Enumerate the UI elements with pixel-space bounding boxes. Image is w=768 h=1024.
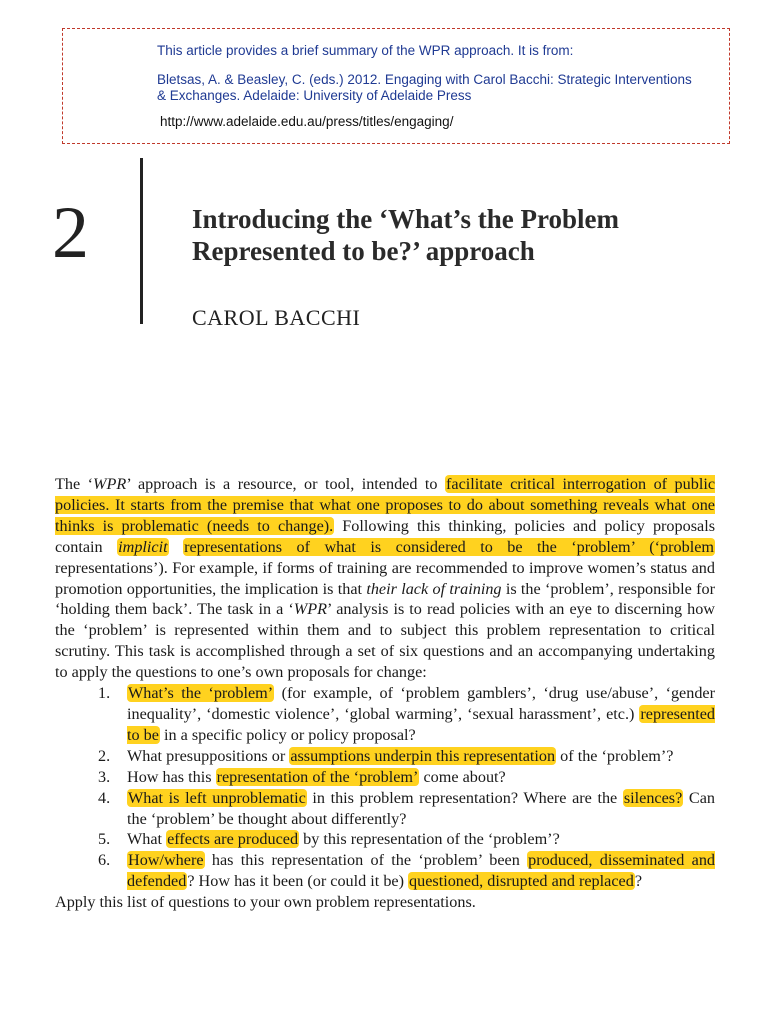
text-run: has this representation of the ‘problem’ been	[204, 851, 528, 870]
text-run: ’ approach is a resource, or tool, intended to	[126, 475, 445, 493]
highlight: What is left unproblematic	[128, 788, 306, 807]
question-item-2	[127, 746, 715, 767]
chapter-number: 2	[52, 192, 89, 274]
text-run-italic: WPR	[293, 600, 327, 619]
highlight: facilitate critical interrogation of public policies. It starts from the premise that what one proposes to do about something reveals what one thinks is problematic (needs to change).	[55, 475, 716, 535]
highlight: questioned, disrupted and replaced	[409, 872, 634, 891]
question-item-6	[127, 850, 715, 892]
highlight: How/where	[128, 851, 204, 870]
question-item-4	[127, 788, 715, 830]
question-item-5	[127, 829, 715, 850]
text-run: ?	[634, 872, 642, 891]
closing-sentence: Apply this list of questions to your own problem representations.	[55, 893, 476, 912]
text-run: representations’). For example, if forms of training are recommended to improve women’s status and promotion opportunities, the implication is that	[55, 558, 715, 598]
question-item-1	[127, 683, 715, 746]
text-run: How has this	[127, 767, 216, 786]
chapter-divider	[140, 158, 143, 324]
highlight: representation of the ‘problem’	[216, 767, 419, 786]
text-run	[169, 538, 183, 556]
highlight: silences?	[623, 788, 683, 807]
chapter-author: CAROL BACCHI	[192, 305, 361, 330]
text-run: (for example, of ‘problem gamblers’, ‘drug use/abuse’, ‘gender inequality’, ‘domestic violence’, ‘global warming’, ‘sexual harassment’, etc.)	[127, 684, 715, 723]
question-list	[55, 683, 715, 892]
highlight: representations of what is considered to be the ‘problem’ (‘problem	[184, 537, 715, 556]
question-item-3	[127, 767, 715, 788]
source-note-url[interactable]: http://www.adelaide.edu.au/press/titles/engaging/	[160, 114, 454, 129]
text-run: in this problem representation? Where are the	[306, 788, 623, 807]
text-run: of the ‘problem’?	[556, 746, 674, 765]
text-run: The ‘	[55, 475, 94, 493]
text-run: in a specific policy or policy proposal?	[159, 725, 416, 744]
text-run: What presuppositions or	[127, 746, 290, 765]
text-run: by this representation of the ‘problem’?	[299, 830, 560, 849]
source-note-intro: This article provides a brief summary of the WPR approach. It is from:	[157, 43, 574, 58]
highlight: What’s the ‘problem’	[128, 684, 274, 703]
text-run: Can the ‘problem’ be thought about differently?	[127, 788, 715, 828]
article-body	[55, 474, 715, 913]
text-run: ’ analysis is to read policies with an eye to discerning how the ‘problem’ is represented within them and to subject this problem representation to critical scrutiny. This task is accomplished through a set of six questions and an accompanying undertaking to apply the questions to one’s own proposals for change:	[55, 600, 715, 682]
text-run: come about?	[419, 767, 506, 786]
highlight: produced, disseminated and defended	[127, 851, 716, 891]
source-note-box	[62, 28, 730, 144]
text-run: Following this thinking, policies and policy proposals contain	[55, 516, 715, 556]
chapter-title: Introducing the ‘What’s the Problem Represented to be?’ approach	[192, 204, 620, 266]
highlight: assumptions underpin this representation	[290, 746, 556, 765]
highlight: effects are produced	[167, 830, 299, 849]
highlight-italic: implicit	[118, 537, 168, 556]
intro-paragraph	[55, 474, 715, 683]
text-run: ? How has it been (or could it be)	[187, 872, 409, 891]
text-run-italic: their lack of training	[366, 579, 502, 598]
highlight: represented to be	[127, 704, 715, 744]
text-run-italic: WPR	[93, 475, 127, 493]
source-note-citation: Bletsas, A. & Beasley, C. (eds.) 2012. Engaging with Carol Bacchi: Strategic Interventions & Exchanges. Adelaide: University of Adelaide Press	[157, 72, 692, 103]
text-run: What	[127, 830, 167, 849]
text-run: is the ‘problem’, responsible for ‘holding them back’. The task in a ‘	[55, 579, 715, 619]
